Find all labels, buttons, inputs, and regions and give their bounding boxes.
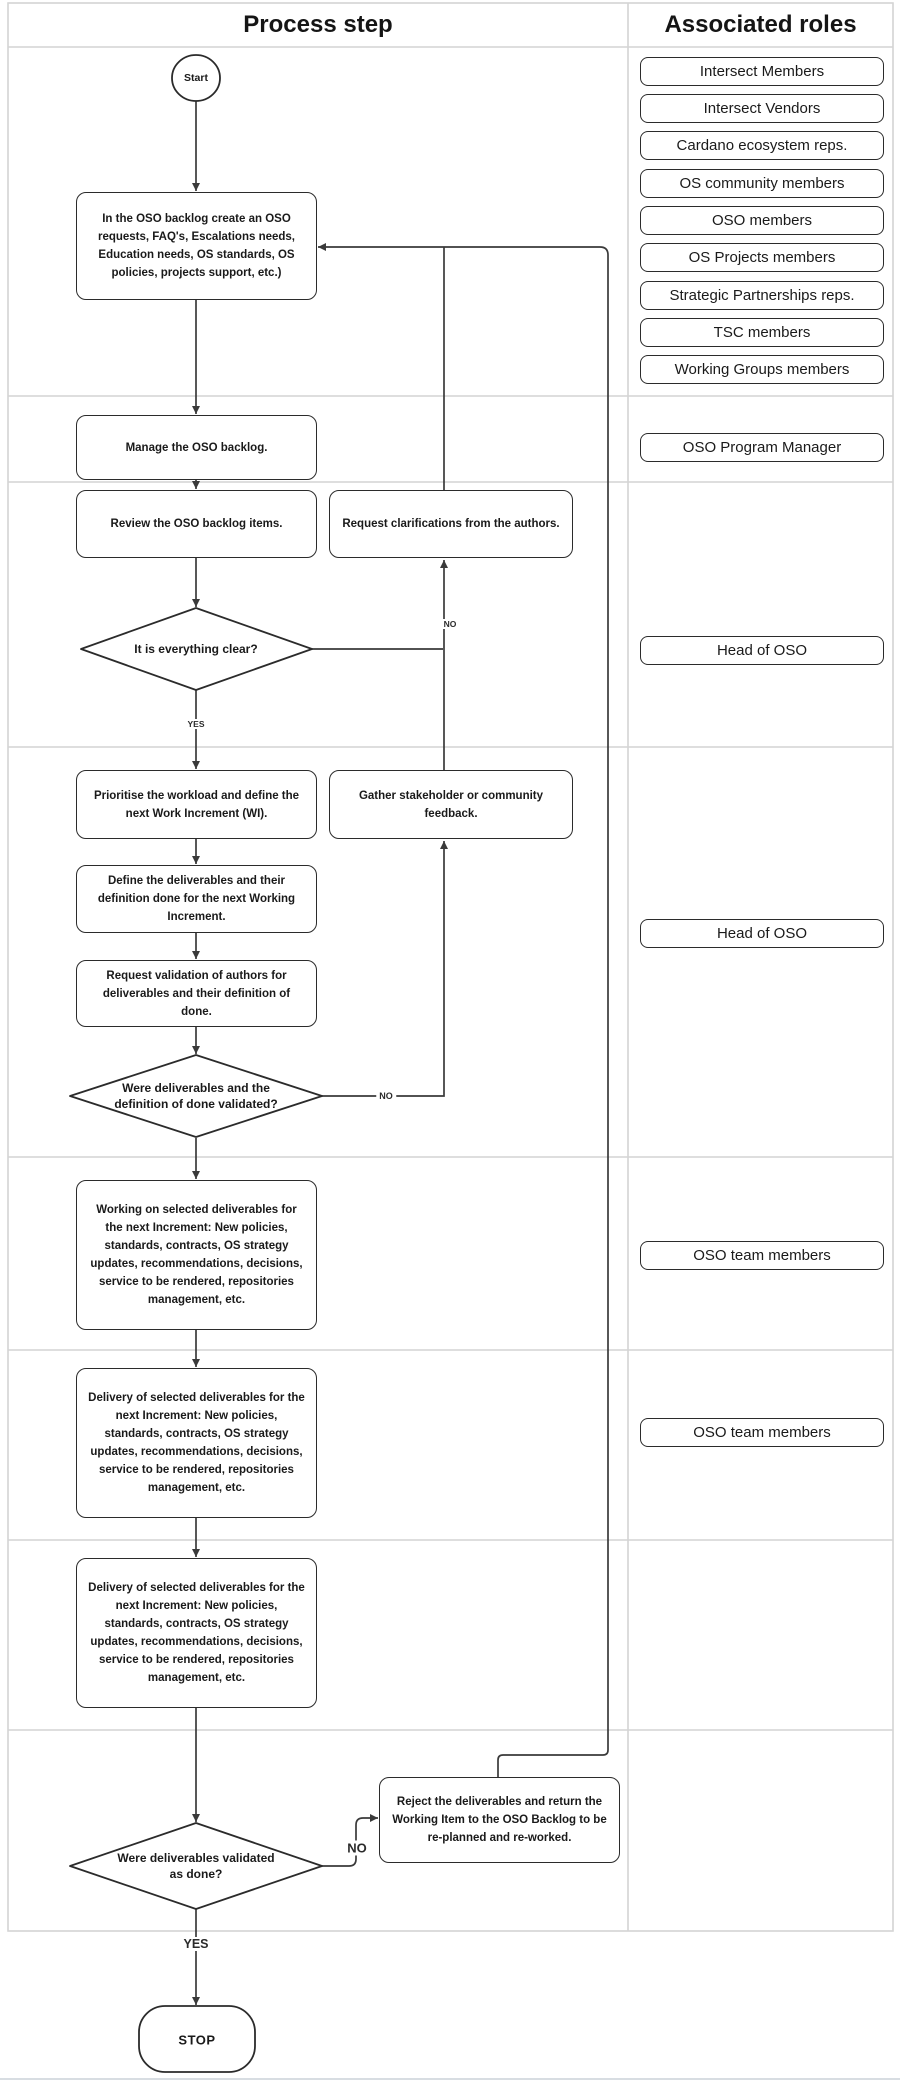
yes-branch-label-done: YES	[180, 1937, 211, 1951]
process-define-deliverables: Define the deliverables and their definition done for the next Working Increment.	[76, 865, 317, 933]
decision-deliverables-validated-label: Were deliverables and the definition of done validated?	[114, 1081, 278, 1111]
role-oso-members: OSO members	[640, 206, 884, 235]
decision-everything-clear-label: It is everything clear?	[134, 642, 258, 656]
decision-validated-done-label: Were deliverables validated as done?	[117, 1851, 275, 1881]
process-working-on-deliverables: Working on selected deliverables for the next Increment: New policies, standards, contracts, OS strategy updates, recommendations, decisions, service to be rendered, repositories management, etc.	[76, 1180, 317, 1330]
no-branch-label-validated: NO	[376, 1091, 396, 1101]
process-reject-deliverables: Reject the deliverables and return the Working Item to the OSO Backlog to be re-planned and re-worked.	[379, 1777, 620, 1863]
role-head-of-oso-review: Head of OSO	[640, 636, 884, 665]
role-tsc-members: TSC members	[640, 318, 884, 347]
process-delivery-1: Delivery of selected deliverables for the next Increment: New policies, standards, contracts, OS strategy updates, recommendations, decisions, service to be rendered, repositories management, etc.	[76, 1368, 317, 1518]
process-manage-backlog: Manage the OSO backlog.	[76, 415, 317, 480]
role-oso-program-manager: OSO Program Manager	[640, 433, 884, 462]
role-cardano-ecosystem-reps: Cardano ecosystem reps.	[640, 131, 884, 160]
role-strategic-partnerships-reps: Strategic Partnerships reps.	[640, 281, 884, 310]
table-grid	[0, 3, 900, 2079]
role-os-community-members: OS community members	[640, 169, 884, 198]
process-delivery-2: Delivery of selected deliverables for the next Increment: New policies, standards, contracts, OS strategy updates, recommendations, decisions, service to be rendered, repositories management, etc.	[76, 1558, 317, 1708]
yes-branch-label-clear: YES	[184, 719, 207, 729]
role-os-projects-members: OS Projects members	[640, 243, 884, 272]
role-intersect-vendors: Intersect Vendors	[640, 94, 884, 123]
process-step-column-header: Process step	[243, 11, 393, 38]
process-request-clarifications: Request clarifications from the authors.	[329, 490, 573, 558]
role-oso-team-members-working: OSO team members	[640, 1241, 884, 1270]
process-prioritise-workload: Prioritise the workload and define the next Work Increment (WI).	[76, 770, 317, 839]
role-oso-team-members-delivery: OSO team members	[640, 1418, 884, 1447]
process-request-validation: Request validation of authors for deliverables and their definition of done.	[76, 960, 317, 1027]
role-head-of-oso-planning: Head of OSO	[640, 919, 884, 948]
associated-roles-column-header: Associated roles	[664, 11, 857, 38]
process-review-items: Review the OSO backlog items.	[76, 490, 317, 558]
no-branch-label-done: NO	[344, 1841, 370, 1856]
start-terminator-label: Start	[184, 72, 208, 84]
no-branch-label-clear: NO	[441, 619, 460, 629]
role-intersect-members: Intersect Members	[640, 57, 884, 86]
process-gather-feedback: Gather stakeholder or community feedback.	[329, 770, 573, 839]
stop-terminator-label: STOP	[178, 2032, 216, 2048]
process-backlog-create: In the OSO backlog create an OSO requests, FAQ's, Escalations needs, Education needs, OS standards, OS policies, projects support, etc.)	[76, 192, 317, 300]
role-working-groups-members: Working Groups members	[640, 355, 884, 384]
flow-connectors	[196, 101, 608, 2005]
